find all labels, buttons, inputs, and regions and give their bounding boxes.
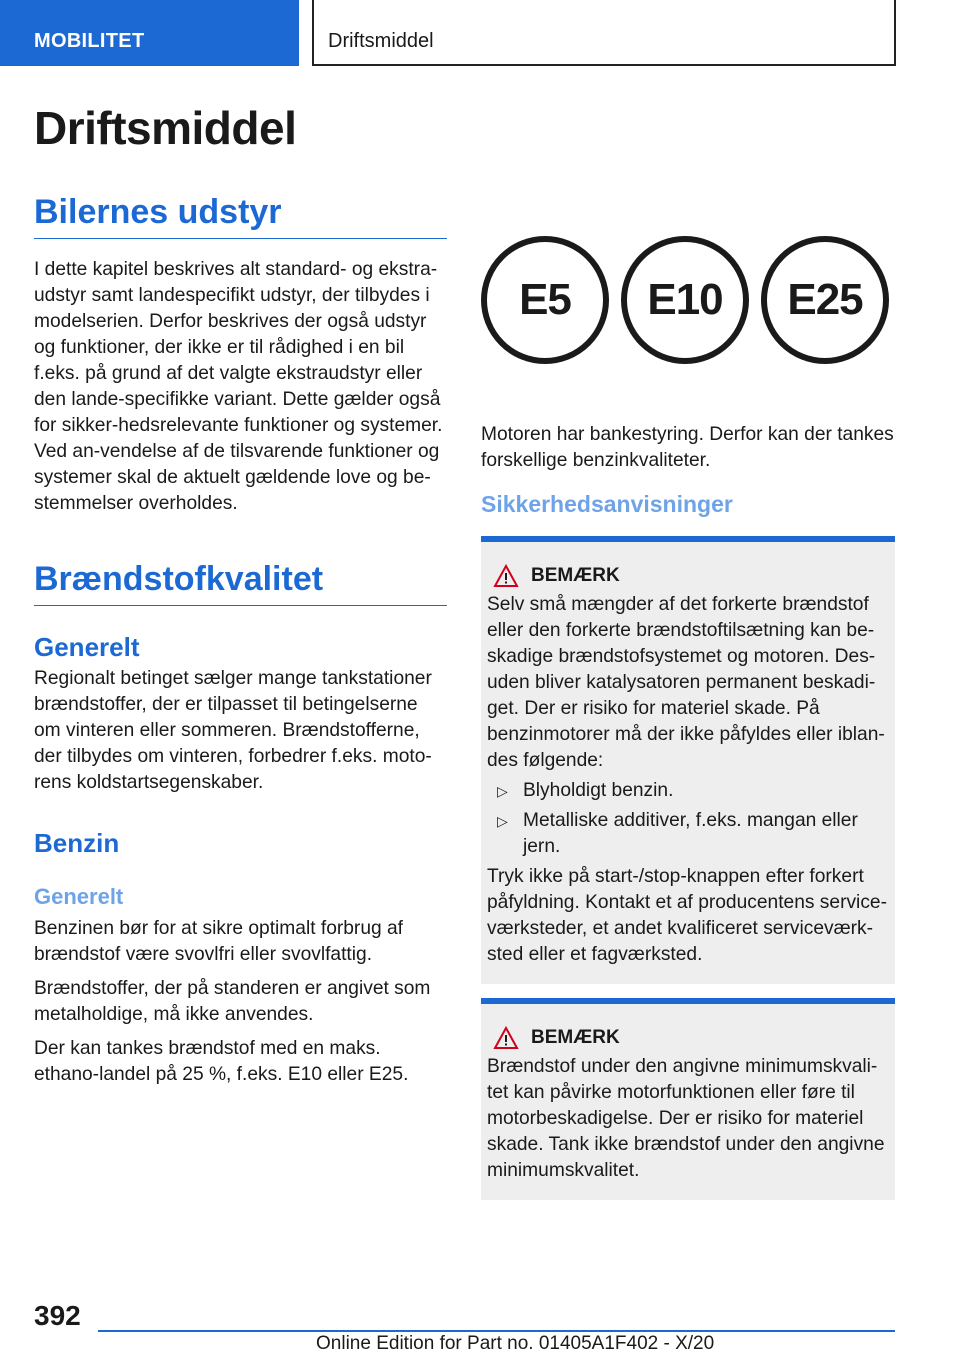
- paragraph-vehicle-equipment: I dette kapitel beskrives alt standard- og ekstra-udstyr samt landespecifikt udstyr, der tilbydes i modelserien. Derfor beskrives der også udstyr og funktioner, der ikke er til rådighed i en bil f.eks. på grund af det valgte ekstraudstyr eller den lande-specifikke variant. Dette gælder også for sikker-hedsrelevante funktioner og systemer. Ved an-vendelse af de tilsvarende funktioner og systemer skal de aktuelt gældende love og be-stemmelser overholdes.: [34, 259, 443, 514]
- note-box-2: [481, 998, 895, 1200]
- paragraph-petrol-3: Der kan tankes brændstof med en maks. ethano-landel på 25 %, f.eks. E10 eller E25.: [34, 1038, 409, 1085]
- heading-general: Generelt: [34, 632, 140, 662]
- note-header: [493, 564, 889, 588]
- note-header: [493, 1026, 889, 1050]
- bullet-triangle-icon: ▷: [497, 783, 508, 799]
- paragraph-petrol-1: Benzinen bør for at sikre optimalt forbrug af brændstof være svovlfri eller svovlfattig.: [34, 918, 403, 965]
- note-text-after: Tryk ikke på start-/stop-knappen efter forkert påfyldning. Kontakt et af producentens service-værksteder, et andet kvalificeret serviceværk-sted eller et fagværksted.: [487, 866, 887, 965]
- warning-triangle-icon: [493, 564, 519, 588]
- list-item: [497, 778, 889, 804]
- header-section-tab: MOBILITET: [0, 0, 299, 66]
- note-label: BEMÆRK: [531, 1027, 620, 1048]
- bullet-triangle-icon: ▷: [497, 813, 508, 829]
- right-column: [481, 236, 895, 1200]
- heading-safety-notes: Sikkerhedsanvisninger: [481, 491, 733, 517]
- heading-petrol: Benzin: [34, 828, 120, 858]
- page-title: Driftsmiddel: [34, 102, 297, 154]
- heading-petrol-general: Generelt: [34, 884, 124, 909]
- fuel-sign-e5: E5: [481, 236, 609, 364]
- warning-triangle-icon: [493, 1026, 519, 1050]
- header-chapter-box: [312, 0, 896, 66]
- paragraph-knock-control: Motoren har bankestyring. Derfor kan der tankes forskellige benzinkvaliteter.: [481, 424, 894, 471]
- footer-divider: [98, 1330, 895, 1332]
- header-chapter-label: Driftsmiddel: [328, 30, 434, 52]
- note-label: BEMÆRK: [531, 565, 620, 586]
- page-number: 392: [34, 1300, 81, 1331]
- fuel-sign-e10: E10: [621, 236, 749, 364]
- paragraph-general: Regionalt betinget sælger mange tankstationer brændstoffer, der er tilpasset til betingelserne om vinteren eller sommeren. Brændstofferne, der tilbydes om vinteren, forbedrer f.eks. moto-rens koldstartsegenskaber.: [34, 668, 432, 793]
- paragraph-petrol-2: Brændstoffer, der på standeren er angivet som metalholdige, må ikke anvendes.: [34, 978, 431, 1025]
- note-box-1: [481, 536, 895, 984]
- heading-vehicle-equipment: Bilernes udstyr: [34, 192, 447, 239]
- note-text: Brændstof under den angivne minimumskvali-tet kan påvirke motorfunktionen eller føre til motorbeskadigelse. Der er risiko for materiel skade. Tank ikke brændstof under den angivne minimumskvalitet.: [487, 1056, 885, 1181]
- footer-edition: Online Edition for Part no. 01405A1F402 - X/20: [316, 1333, 715, 1354]
- heading-fuel-quality: Brændstofkvalitet: [34, 559, 447, 606]
- fuel-sign-e25: E25: [761, 236, 889, 364]
- list-item-text: Blyholdigt benzin.: [523, 780, 674, 801]
- fuel-grade-signs: [481, 236, 895, 396]
- left-column: [34, 100, 447, 1088]
- list-item: [497, 808, 889, 860]
- note-text: Selv små mængder af det forkerte brændstof eller den forkerte brændstoftilsætning kan be-skadige brændstofsystemet og motoren. Des-uden bliver katalysatoren permanent beskadi-get. Der er risiko for materiel skade. På benzinmotorer må der ikke påfyldes eller iblan-des følgende:: [487, 594, 885, 771]
- list-item-text: Metalliske additiver, f.eks. mangan eller jern.: [523, 810, 858, 857]
